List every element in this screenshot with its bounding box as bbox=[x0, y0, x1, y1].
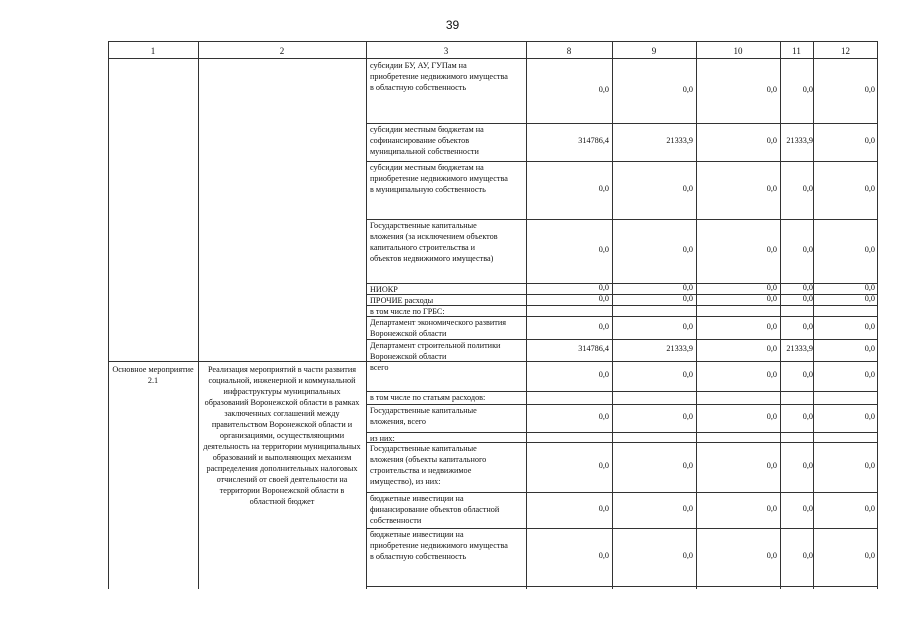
row-label: НИОКР bbox=[370, 285, 398, 294]
row-label: субсидии местным бюджетам на софинансирование объектов муниципальной собственности bbox=[370, 125, 484, 156]
table-row bbox=[366, 361, 878, 392]
value-cell: 0,0 bbox=[682, 551, 693, 560]
value-cell: 0,0 bbox=[766, 370, 777, 379]
value-cell: 0,0 bbox=[766, 184, 777, 193]
row-label: Департамент строительной политики Воронежской области bbox=[370, 341, 501, 361]
value-cell: 0,0 bbox=[802, 412, 813, 421]
header-cell: 2 bbox=[279, 46, 285, 56]
page-number: 39 bbox=[445, 18, 460, 32]
value-cell: 0,0 bbox=[864, 504, 875, 513]
table-row bbox=[366, 316, 878, 340]
table-row bbox=[366, 528, 878, 587]
value-cell: 0,0 bbox=[802, 321, 813, 331]
value-cell: 0,0 bbox=[766, 551, 777, 560]
value-cell: 0,0 bbox=[682, 184, 693, 193]
value-cell: 0,0 bbox=[598, 504, 609, 513]
value-cell: 0,0 bbox=[682, 504, 693, 513]
value-cell: 0,0 bbox=[802, 283, 813, 292]
value-cell: 0,0 bbox=[598, 461, 609, 470]
value-cell: 0,0 bbox=[598, 245, 609, 254]
value-cell: 0,0 bbox=[802, 504, 813, 513]
row-label: бюджетные инвестиции на приобретение недвижимого имущества в областную собственность bbox=[370, 530, 508, 561]
value-cell: 0,0 bbox=[802, 184, 813, 193]
row-label: в том числе по статьям расходов: bbox=[370, 393, 486, 402]
value-cell: 0,0 bbox=[864, 245, 875, 254]
value-cell: 0,0 bbox=[598, 283, 609, 292]
row-label: Государственные капитальные вложения, всего bbox=[370, 406, 477, 426]
value-cell: 21333,9 bbox=[786, 344, 813, 353]
value-cell: 0,0 bbox=[598, 184, 609, 193]
value-cell: 0,0 bbox=[864, 412, 875, 421]
value-cell: 0,0 bbox=[598, 294, 609, 303]
value-cell: 0,0 bbox=[766, 245, 777, 254]
table-row bbox=[366, 123, 878, 162]
value-cell: 0,0 bbox=[802, 294, 813, 303]
value-cell: 314786,4 bbox=[578, 136, 609, 145]
value-cell: 0,0 bbox=[766, 461, 777, 470]
table-row bbox=[366, 442, 878, 493]
value-cell: 0,0 bbox=[864, 85, 875, 94]
value-cell: 0,0 bbox=[598, 412, 609, 421]
row-label: субсидии БУ, АУ, ГУПам на приобретение недвижимого имущества в областную собственность bbox=[370, 61, 508, 92]
value-cell: 0,0 bbox=[682, 412, 693, 421]
row-label: из них: bbox=[370, 434, 395, 443]
value-cell: 21333,9 bbox=[786, 136, 813, 145]
value-cell: 0,0 bbox=[598, 85, 609, 94]
value-cell: 0,0 bbox=[766, 85, 777, 94]
value-cell: 0,0 bbox=[766, 283, 777, 292]
row-label: Государственные капитальные вложения (объекты капитального строительства и недвижимое имущество), из них: bbox=[370, 444, 487, 486]
value-cell: 0,0 bbox=[864, 136, 875, 145]
value-cell: 0,0 bbox=[864, 294, 875, 303]
value-cell: 0,0 bbox=[682, 370, 693, 379]
table-header bbox=[108, 41, 878, 59]
value-cell: 0,0 bbox=[766, 136, 777, 145]
value-cell: 0,0 bbox=[802, 370, 813, 379]
value-cell: 0,0 bbox=[864, 461, 875, 470]
value-cell: 0,0 bbox=[598, 321, 609, 331]
value-cell: 21333,9 bbox=[666, 344, 693, 353]
value-cell: 0,0 bbox=[682, 321, 693, 331]
table-row bbox=[366, 59, 878, 124]
header-cell: 1 bbox=[150, 46, 156, 56]
row-label: Департамент экономического развития Воронежской области bbox=[370, 318, 506, 338]
value-cell: 0,0 bbox=[802, 245, 813, 254]
value-cell: 0,0 bbox=[864, 551, 875, 560]
value-cell: 0,0 bbox=[682, 461, 693, 470]
value-cell: 0,0 bbox=[802, 461, 813, 470]
value-cell: 0,0 bbox=[682, 294, 693, 303]
value-cell: 0,0 bbox=[598, 551, 609, 560]
event-code: Основное мероприятие 2.1 bbox=[112, 365, 194, 385]
table-row bbox=[366, 404, 878, 433]
value-cell: 0,0 bbox=[864, 344, 875, 353]
row-label: Государственные капитальные вложения (за исключением объектов капитального строительства и объектов недвижимого имущества) bbox=[370, 221, 498, 263]
value-cell: 0,0 bbox=[682, 245, 693, 254]
budget-table bbox=[108, 41, 878, 589]
value-cell: 0,0 bbox=[766, 504, 777, 513]
value-cell: 0,0 bbox=[802, 551, 813, 560]
value-cell: 0,0 bbox=[766, 344, 777, 353]
row-label: бюджетные инвестиции на финансирование объектов областной собственности bbox=[370, 494, 500, 525]
value-cell: 0,0 bbox=[682, 85, 693, 94]
header-cell: 12 bbox=[841, 46, 850, 56]
header-cell: 10 bbox=[733, 46, 743, 56]
row-label: субсидии местным бюджетам на приобретение недвижимого имущества в муниципальную собственность bbox=[370, 163, 508, 194]
header-cell: 8 bbox=[566, 46, 572, 56]
value-cell: 0,0 bbox=[864, 283, 875, 292]
value-cell: 0,0 bbox=[766, 412, 777, 421]
value-cell: 0,0 bbox=[864, 321, 875, 331]
table-row bbox=[366, 391, 878, 405]
row-label: всего bbox=[370, 363, 389, 372]
header-cell: 9 bbox=[651, 46, 657, 56]
row-label: в том числе по ГРБС: bbox=[370, 307, 445, 316]
event-description: Реализация мероприятий в части развития социальной, инженерной и коммунальной инфраструктуры муниципальных образований Воронежской области в рамках заключенных соглашений между правительством Воронежской области и организациями, осуществляющими деятельность на территории муниципальных образований и выполняющих механизм распределения дополнительных налоговых отчислений от своей деятельности на территории Воронежской области в областной бюджет bbox=[203, 365, 361, 506]
value-cell: 0,0 bbox=[802, 85, 813, 94]
value-cell: 0,0 bbox=[682, 283, 693, 292]
value-cell: 0,0 bbox=[766, 294, 777, 303]
value-cell: 0,0 bbox=[864, 184, 875, 193]
header-cell: 3 bbox=[443, 46, 449, 56]
value-cell: 0,0 bbox=[766, 321, 777, 331]
header-cell: 11 bbox=[792, 46, 801, 56]
value-cell: 21333,9 bbox=[666, 136, 693, 145]
table-row bbox=[366, 492, 878, 529]
value-cell: 314786,4 bbox=[578, 344, 609, 353]
table-row bbox=[366, 161, 878, 220]
table-row bbox=[366, 339, 878, 362]
row-label: ПРОЧИЕ расходы bbox=[370, 296, 434, 305]
value-cell: 0,0 bbox=[864, 370, 875, 379]
table-row bbox=[366, 219, 878, 284]
value-cell: 0,0 bbox=[598, 370, 609, 379]
